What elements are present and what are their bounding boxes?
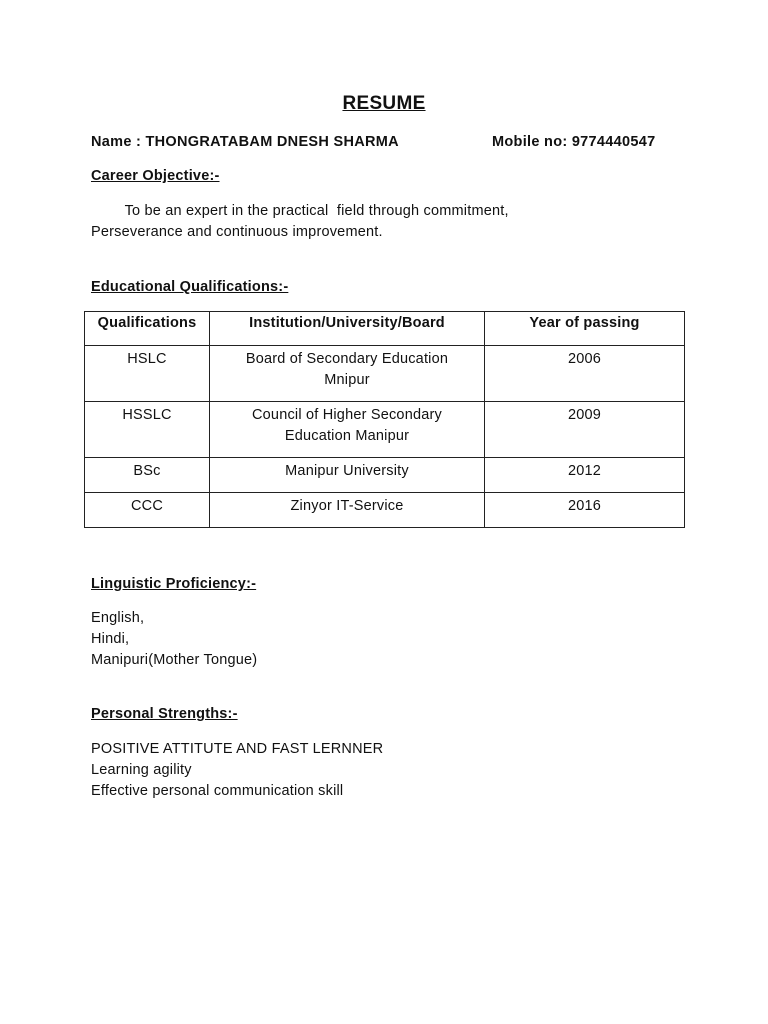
- linguistic-heading: Linguistic Proficiency:-: [91, 576, 257, 592]
- career-objective-text: [91, 201, 509, 243]
- year-cell: 2012: [485, 458, 685, 493]
- education-heading: Educational Qualifications:-: [91, 279, 289, 295]
- table-row: [85, 402, 685, 458]
- qualification-cell: HSLC: [85, 346, 210, 402]
- strengths-heading: Personal Strengths:-: [91, 706, 238, 722]
- career-objective-heading: Career Objective:-: [91, 168, 220, 184]
- qualification-cell: HSSLC: [85, 402, 210, 458]
- table-header-row: [85, 312, 685, 346]
- year-cell: 2016: [485, 493, 685, 528]
- institution-line: Council of Higher Secondary: [252, 407, 442, 423]
- institution-line: Board of Secondary Education: [245, 351, 449, 367]
- table-row: [85, 493, 685, 528]
- qualification-cell: CCC: [85, 493, 210, 528]
- language-item: Manipuri(Mother Tongue): [91, 652, 258, 668]
- resume-title: RESUME: [342, 93, 426, 114]
- strengths-list: [91, 739, 383, 802]
- career-objective-line: To be an expert in the practical field through commitment,: [91, 203, 509, 219]
- column-header: Institution/University/Board: [210, 312, 485, 346]
- institution-cell: [210, 402, 485, 458]
- year-cell: 2009: [485, 402, 685, 458]
- strength-item: Learning agility: [91, 762, 192, 778]
- year-cell: 2006: [485, 346, 685, 402]
- institution-line: Education Manipur: [284, 428, 410, 444]
- qualification-cell: BSc: [85, 458, 210, 493]
- language-item: Hindi,: [91, 631, 130, 647]
- strength-item: Effective personal communication skill: [91, 783, 344, 799]
- institution-cell: [210, 346, 485, 402]
- table-row: [85, 458, 685, 493]
- language-item: English,: [91, 610, 145, 626]
- table-row: [85, 346, 685, 402]
- career-objective-line: Perseverance and continuous improvement.: [91, 224, 383, 240]
- language-list: [91, 608, 257, 671]
- name-line: Name : THONGRATABAM DNESH SHARMA: [91, 134, 399, 150]
- institution-line: Mnipur: [324, 372, 370, 388]
- education-table: [84, 311, 685, 528]
- column-header: Year of passing: [485, 312, 685, 346]
- strength-item: POSITIVE ATTITUTE AND FAST LERNNER: [91, 741, 384, 757]
- column-header: Qualifications: [85, 312, 210, 346]
- mobile-line: Mobile no: 9774440547: [492, 134, 656, 150]
- institution-cell: Zinyor IT-Service: [210, 493, 485, 528]
- institution-cell: Manipur University: [210, 458, 485, 493]
